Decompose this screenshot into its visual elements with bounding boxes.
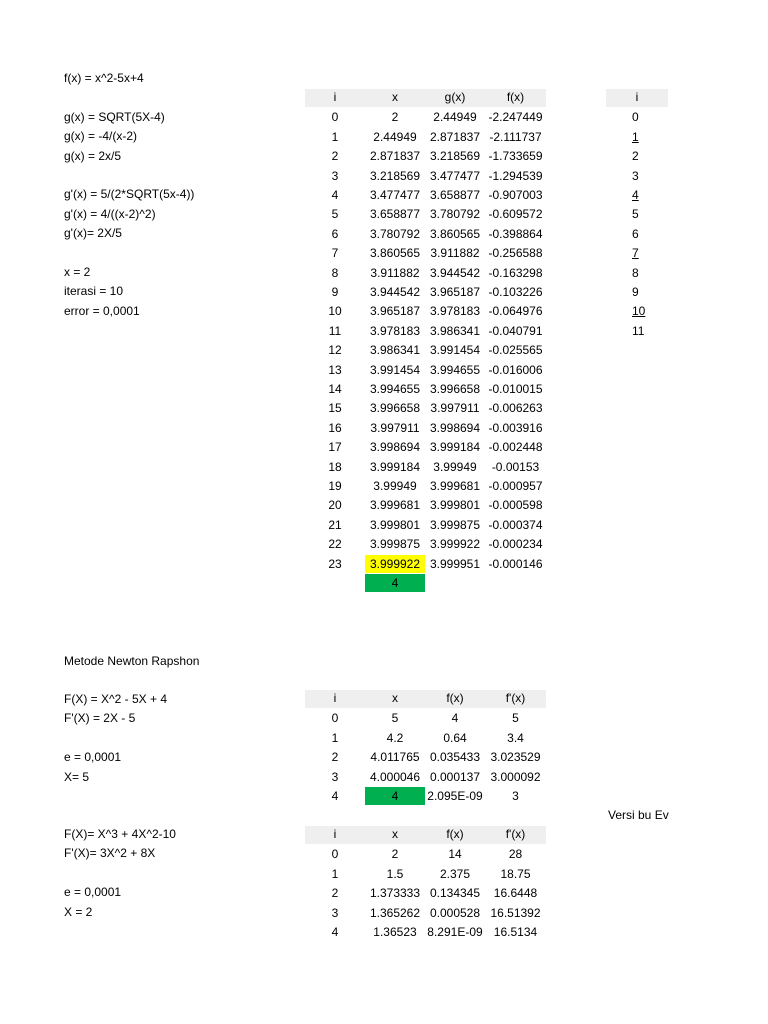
table-cell[interactable]: 17 xyxy=(328,440,342,455)
table-cell[interactable]: 3.994655 xyxy=(429,362,481,377)
table-cell[interactable]: -0.000374 xyxy=(488,517,543,532)
table-cell[interactable]: 3.997911 xyxy=(430,401,480,416)
table-cell[interactable]: 3.986341 xyxy=(369,343,421,358)
table-cell[interactable]: 3.023529 xyxy=(490,750,541,765)
table-cell[interactable]: 1.365262 xyxy=(369,905,421,920)
table-cell[interactable]: 3.998694 xyxy=(369,440,421,455)
column-header: x xyxy=(392,90,398,104)
table-cell[interactable]: 4 xyxy=(331,789,339,803)
right-index-cell[interactable]: 8 xyxy=(632,265,639,280)
table-cell[interactable]: 3.965187 xyxy=(369,304,421,319)
table-cell[interactable]: 3.477477 xyxy=(369,188,421,202)
formula-note: f(x) = x^2-5x+4 xyxy=(64,71,144,85)
column-header: g(x) xyxy=(444,90,466,104)
table-cell[interactable]: 3.99949 xyxy=(373,479,417,493)
table-cell[interactable]: 6 xyxy=(331,226,339,241)
table-cell[interactable]: 16.5134 xyxy=(493,925,538,939)
table-cell[interactable]: 3.218569 xyxy=(369,168,421,183)
table-cell[interactable]: -0.000957 xyxy=(488,479,543,493)
right-index-cell[interactable]: 6 xyxy=(632,226,639,241)
table-cell[interactable]: 3.999922 xyxy=(365,555,425,573)
table-cell[interactable]: 0.134345 xyxy=(429,886,481,901)
table-cell[interactable]: 14 xyxy=(448,847,462,862)
table-cell[interactable]: 3.999681 xyxy=(369,498,421,513)
table-cell[interactable]: 0.000137 xyxy=(429,769,481,784)
table-cell[interactable]: 7 xyxy=(331,246,339,261)
table-cell[interactable]: 3.994655 xyxy=(369,382,421,396)
table-cell[interactable]: 3 xyxy=(331,905,339,920)
table-cell[interactable]: 3.991454 xyxy=(369,362,421,377)
formula-note: X = 2 xyxy=(64,904,93,919)
version-note: Versi bu Ev xyxy=(608,808,669,822)
table-cell[interactable]: 3.911882 xyxy=(430,246,480,261)
table-cell[interactable]: 3.860565 xyxy=(429,226,481,241)
formula-note: e = 0,0001 xyxy=(64,885,122,900)
table-cell[interactable]: 4.000046 xyxy=(369,769,421,784)
table-cell[interactable]: -0.064976 xyxy=(488,304,543,319)
table-cell[interactable]: 3.965187 xyxy=(429,285,481,299)
table-cell[interactable]: 15 xyxy=(328,401,342,416)
table-cell[interactable]: 3.658877 xyxy=(429,188,481,202)
table-cell[interactable]: 2 xyxy=(331,886,339,901)
formula-note: X= 5 xyxy=(64,769,90,784)
table-cell[interactable]: 3.998694 xyxy=(429,420,481,435)
table-cell[interactable]: 3 xyxy=(331,168,339,183)
column-header: f(x) xyxy=(506,90,525,104)
column-header: x xyxy=(392,691,398,705)
table-cell[interactable]: 3.944542 xyxy=(429,265,481,280)
table-cell[interactable]: -0.163298 xyxy=(488,265,543,280)
table-cell[interactable]: -0.103226 xyxy=(488,285,543,299)
table-cell[interactable]: 28 xyxy=(508,847,523,862)
table-cell[interactable]: 3.99949 xyxy=(433,459,477,474)
right-index-cell[interactable]: 1 xyxy=(632,129,639,144)
table-cell[interactable]: 11 xyxy=(328,323,342,338)
table-cell[interactable]: 3.999681 xyxy=(429,479,481,493)
formula-note: g'(x) = 4/((x-2)^2) xyxy=(64,206,156,221)
table-cell[interactable]: -0.025565 xyxy=(488,343,543,358)
table-cell[interactable]: 14 xyxy=(328,382,342,396)
table-cell[interactable]: 2.871837 xyxy=(429,129,481,144)
table-cell[interactable]: 1.36523 xyxy=(373,925,417,939)
right-index-cell[interactable]: 2 xyxy=(632,149,639,164)
table-cell[interactable]: 10 xyxy=(328,304,342,319)
table-cell[interactable]: 9 xyxy=(331,285,339,299)
table-cell[interactable]: 3.999951 xyxy=(429,556,481,571)
table-cell[interactable]: 3.999184 xyxy=(429,440,481,455)
table-cell[interactable]: 3.999801 xyxy=(429,498,481,513)
column-header: i xyxy=(333,90,337,104)
table-cell[interactable]: 5 xyxy=(391,711,399,726)
table-cell[interactable]: -0.040791 xyxy=(488,323,543,338)
column-header: f'(x) xyxy=(505,827,526,841)
table-cell[interactable]: 22 xyxy=(328,537,342,552)
column-header: f(x) xyxy=(446,827,464,841)
table-cell[interactable]: -0.256588 xyxy=(488,246,543,261)
table-cell[interactable]: 23 xyxy=(328,556,342,571)
right-index-cell[interactable]: 3 xyxy=(632,168,639,183)
table-cell[interactable]: -1.733659 xyxy=(488,149,543,164)
right-index-cell[interactable]: 5 xyxy=(632,207,639,222)
formula-note: iterasi = 10 xyxy=(64,284,124,299)
table-cell[interactable]: -0.003916 xyxy=(488,420,543,435)
table-cell[interactable]: 4 xyxy=(331,188,339,202)
formula-note: x = 2 xyxy=(64,265,91,279)
table-cell[interactable]: 3.477477 xyxy=(429,168,481,183)
table-cell[interactable]: 19 xyxy=(328,479,342,493)
table-cell[interactable]: 20 xyxy=(328,498,342,513)
formula-note: F'(X)= 3X^2 + 8X xyxy=(64,846,156,861)
right-index-cell[interactable]: 11 xyxy=(632,323,645,338)
table-cell[interactable]: 3.780792 xyxy=(429,207,481,222)
table-cell[interactable]: 3.999875 xyxy=(429,517,481,532)
table-cell[interactable]: 2 xyxy=(331,149,339,164)
section-title: Metode Newton Rapshon xyxy=(64,654,200,668)
table-cell[interactable]: 3.999922 xyxy=(429,537,481,552)
table-cell[interactable]: -0.000234 xyxy=(488,537,543,552)
table-cell[interactable]: -0.907003 xyxy=(488,188,543,202)
table-cell[interactable]: 4.2 xyxy=(386,730,404,745)
table-cell[interactable]: 16.51392 xyxy=(490,905,541,920)
table-cell[interactable]: 3.978183 xyxy=(369,323,421,338)
formula-note: F(X) = X^2 - 5X + 4 xyxy=(64,692,168,706)
table-cell[interactable]: 3.996658 xyxy=(429,382,481,396)
table-cell[interactable]: 3.944542 xyxy=(369,285,421,299)
table-cell[interactable]: 0.64 xyxy=(443,730,467,745)
column-header: x xyxy=(392,827,398,841)
table-cell[interactable]: 0 xyxy=(331,847,339,862)
table-cell[interactable]: -0.016006 xyxy=(488,362,543,377)
table-cell[interactable]: 3.000092 xyxy=(490,769,541,784)
table-cell[interactable]: 2 xyxy=(391,110,399,125)
table-cell[interactable]: -0.609572 xyxy=(488,207,543,222)
formula-note: e = 0,0001 xyxy=(64,750,122,765)
formula-note: F'(X) = 2X - 5 xyxy=(64,711,136,726)
table-cell[interactable]: -0.000598 xyxy=(488,498,543,513)
formula-note: g'(x) = 5/(2*SQRT(5x-4)) xyxy=(64,187,195,202)
table-cell[interactable]: 3.218569 xyxy=(429,149,481,164)
table-cell[interactable]: 16.6448 xyxy=(493,886,538,901)
table-cell[interactable]: 2 xyxy=(391,847,399,862)
table-cell[interactable]: 3.986341 xyxy=(429,323,481,338)
formula-note: F(X)= X^3 + 4X^2-10 xyxy=(64,827,176,841)
table-cell[interactable]: 0.035433 xyxy=(429,750,481,765)
table-cell[interactable]: 4.011765 xyxy=(370,750,420,765)
table-cell[interactable]: 2.871837 xyxy=(369,149,421,164)
table-cell[interactable]: -0.398864 xyxy=(488,226,543,241)
table-cell[interactable]: 1 xyxy=(331,730,339,745)
table-cell[interactable]: 2 xyxy=(331,750,339,765)
table-cell[interactable]: 4 xyxy=(365,787,425,805)
table-cell[interactable]: 21 xyxy=(328,517,342,532)
formula-note: g(x) = -4/(x-2) xyxy=(64,129,138,144)
right-index-cell[interactable]: 10 xyxy=(632,304,646,319)
table-cell[interactable]: 5 xyxy=(512,711,519,726)
table-cell[interactable]: 3.978183 xyxy=(429,304,481,319)
table-cell[interactable]: -0.010015 xyxy=(488,382,543,396)
table-cell[interactable]: 0.000528 xyxy=(429,905,481,920)
column-header: f'(x) xyxy=(505,691,526,705)
table-cell[interactable]: 3.999875 xyxy=(369,537,421,552)
table-cell[interactable]: 12 xyxy=(328,343,342,358)
column-header: i xyxy=(333,691,337,705)
table-cell[interactable]: 3.658877 xyxy=(369,207,421,222)
table-cell[interactable]: -2.247449 xyxy=(488,110,543,125)
table-cell[interactable]: 4 xyxy=(331,925,339,939)
table-cell[interactable]: 3.780792 xyxy=(369,226,421,241)
table-cell[interactable]: 1.373333 xyxy=(369,886,421,901)
table-cell[interactable]: 3.911882 xyxy=(370,265,420,280)
table-cell[interactable]: 3 xyxy=(512,789,519,803)
table-cell[interactable]: 16 xyxy=(328,420,342,435)
formula-note: g(x) = 2x/5 xyxy=(64,148,122,163)
table-cell[interactable]: 3.999801 xyxy=(369,517,421,532)
table-cell[interactable]: -2.111737 xyxy=(489,129,542,144)
table-cell[interactable]: 3.999184 xyxy=(369,459,421,474)
table-cell[interactable]: 2.44949 xyxy=(373,129,417,144)
table-cell[interactable]: 1.5 xyxy=(386,866,404,881)
formula-note: error = 0,0001 xyxy=(64,303,140,318)
right-index-cell[interactable]: 7 xyxy=(632,246,639,261)
table-cell[interactable]: 3.996658 xyxy=(369,401,421,416)
table-cell[interactable]: 18.75 xyxy=(500,866,531,881)
table-cell[interactable]: 3.997911 xyxy=(370,420,420,435)
table-cell[interactable]: -0.00153 xyxy=(491,459,540,474)
table-cell[interactable]: 4 xyxy=(451,711,459,726)
table-cell[interactable]: 0 xyxy=(331,110,339,125)
right-index-cell[interactable]: 4 xyxy=(632,188,639,202)
table-cell[interactable]: 2.375 xyxy=(439,866,471,881)
right-index-cell[interactable]: 0 xyxy=(632,110,639,125)
table-cell[interactable]: 18 xyxy=(328,459,342,474)
table-cell[interactable]: 1 xyxy=(331,866,339,881)
table-cell[interactable]: -1.294539 xyxy=(488,168,543,183)
table-cell[interactable]: -0.006263 xyxy=(488,401,543,416)
formula-note: g'(x)= 2X/5 xyxy=(64,226,122,241)
table-cell[interactable]: 8 xyxy=(331,265,339,280)
table-cell[interactable]: 0 xyxy=(331,711,339,726)
table-cell[interactable]: 8.291E-09 xyxy=(427,925,483,939)
table-cell[interactable]: 2.095E-09 xyxy=(427,789,483,803)
table-cell[interactable]: 3.860565 xyxy=(369,246,421,261)
formula-note: g(x) = SQRT(5X-4) xyxy=(64,109,165,124)
table-cell[interactable]: 2.44949 xyxy=(433,110,477,125)
table-cell[interactable]: 3.991454 xyxy=(429,343,481,358)
right-index-cell[interactable]: 9 xyxy=(632,285,639,299)
table-cell[interactable]: 3 xyxy=(331,769,339,784)
right-column-header: i xyxy=(635,90,639,104)
column-header: i xyxy=(333,827,337,841)
table-cell[interactable]: 13 xyxy=(328,362,342,377)
result-cell[interactable]: 4 xyxy=(365,574,425,592)
table-cell[interactable]: 5 xyxy=(331,207,339,222)
column-header: f(x) xyxy=(446,691,464,705)
table-cell[interactable]: 1 xyxy=(331,129,339,144)
table-cell[interactable]: -0.002448 xyxy=(488,440,543,455)
table-cell[interactable]: -0.000146 xyxy=(488,556,543,571)
table-cell[interactable]: 3.4 xyxy=(507,730,524,745)
